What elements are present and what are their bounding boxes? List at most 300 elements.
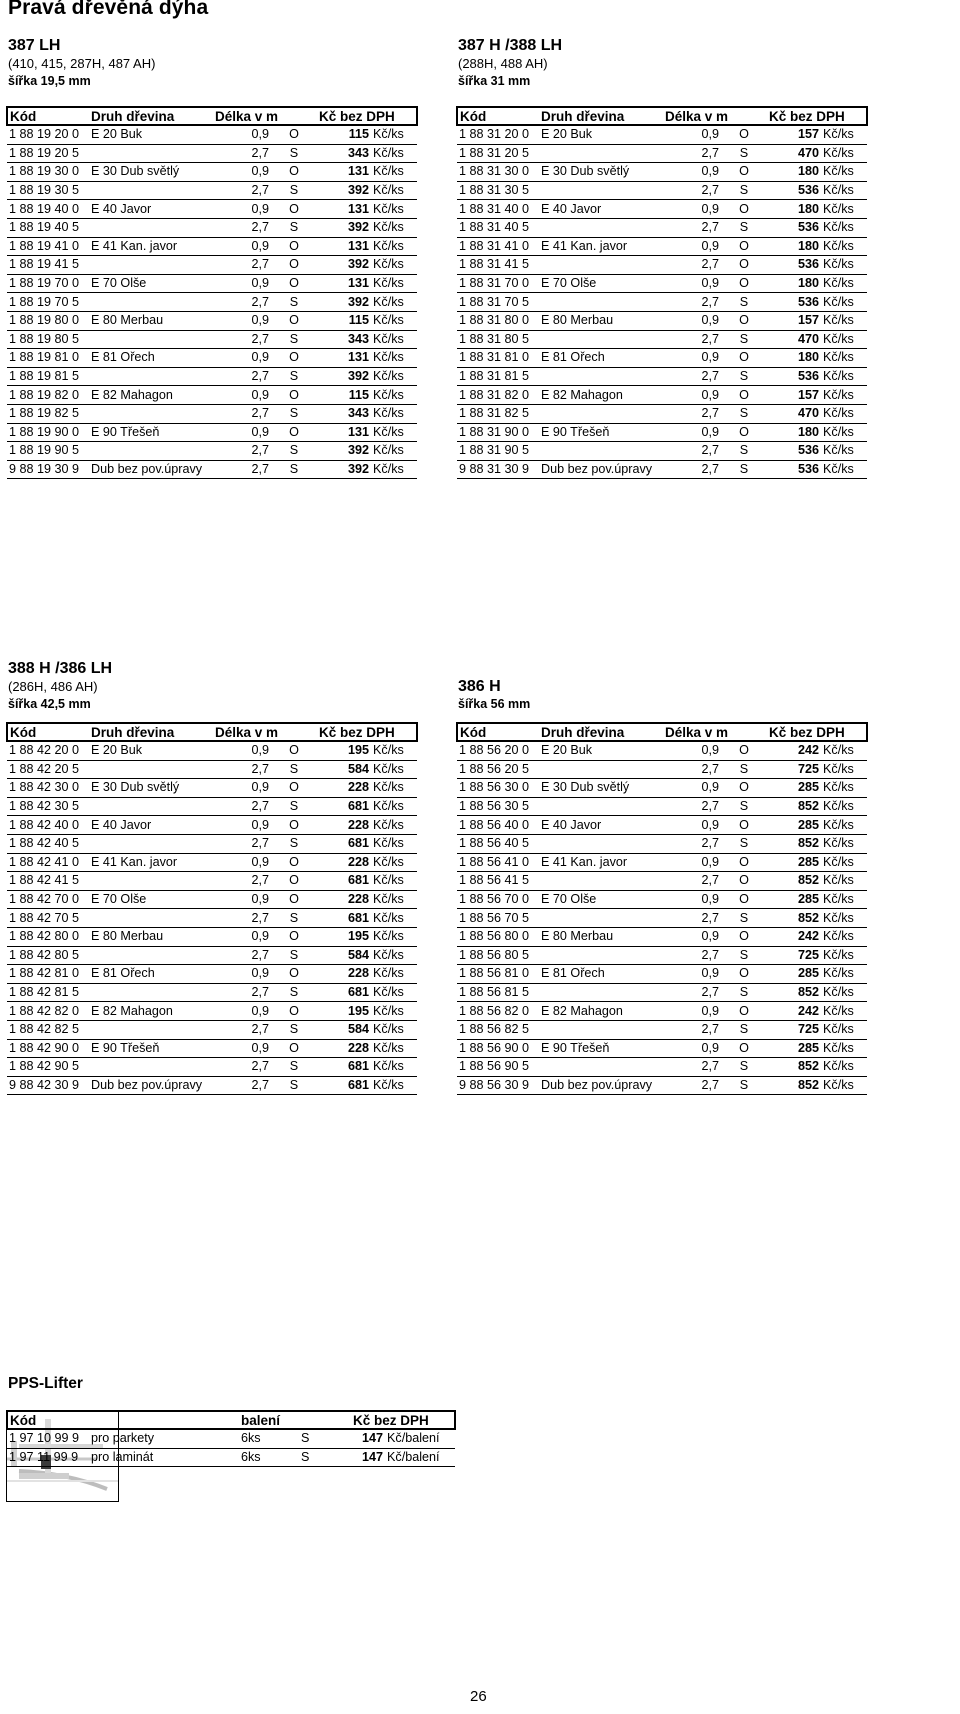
cell-length: 2,7 xyxy=(663,1020,721,1039)
cell-length: 2,7 xyxy=(213,1058,271,1077)
cell-code: 1 88 19 81 0 xyxy=(7,349,89,368)
cell-type: O xyxy=(271,163,317,182)
cell-unit: Kč/ks xyxy=(821,1039,867,1058)
cell-wood: E 41 Kan. javor xyxy=(89,237,213,256)
cell-code: 1 88 56 70 0 xyxy=(457,890,539,909)
cell-code: 9 88 31 30 9 xyxy=(457,460,539,479)
cell-length: 0,9 xyxy=(663,423,721,442)
header-price: Kč bez DPH xyxy=(767,107,867,125)
cell-price: 131 xyxy=(317,200,371,219)
cell-price: 392 xyxy=(317,460,371,479)
cell-price: 584 xyxy=(317,946,371,965)
cell-code: 1 88 42 82 5 xyxy=(7,1020,89,1039)
cell-unit: Kč/ks xyxy=(371,274,417,293)
cell-length: 2,7 xyxy=(663,460,721,479)
cell-desc: pro laminát xyxy=(89,1448,239,1467)
cell-code: 1 88 19 41 0 xyxy=(7,237,89,256)
cell-wood: E 30 Dub světlý xyxy=(89,779,213,798)
cell-unit: Kč/ks xyxy=(821,293,867,312)
table-row xyxy=(7,460,417,479)
cell-type: S xyxy=(271,797,317,816)
cell-unit: Kč/ks xyxy=(371,293,417,312)
cell-length: 0,9 xyxy=(213,853,271,872)
cell-price: 343 xyxy=(317,144,371,163)
table-row xyxy=(7,144,417,163)
cell-type: O xyxy=(271,965,317,984)
section-title: 387 H /388 LH xyxy=(458,37,563,54)
table-row xyxy=(7,890,417,909)
cell-price: 180 xyxy=(767,163,821,182)
cell-price: 157 xyxy=(767,386,821,405)
cell-price: 242 xyxy=(767,1002,821,1021)
cell-code: 1 88 42 30 0 xyxy=(7,779,89,798)
cell-length: 2,7 xyxy=(213,330,271,349)
cell-unit: Kč/ks xyxy=(371,311,417,330)
cell-price: 180 xyxy=(767,274,821,293)
cell-code: 1 88 42 40 5 xyxy=(7,834,89,853)
cell-unit: Kč/ks xyxy=(371,872,417,891)
cell-length: 2,7 xyxy=(663,760,721,779)
cell-price: 681 xyxy=(317,909,371,928)
cell-price: 681 xyxy=(317,1058,371,1077)
cell-wood xyxy=(89,834,213,853)
header-pack: balení xyxy=(239,1411,351,1429)
cell-type: O xyxy=(721,779,767,798)
cell-price: 852 xyxy=(767,872,821,891)
table-row xyxy=(457,349,867,368)
cell-wood xyxy=(89,404,213,423)
cell-unit: Kč/ks xyxy=(821,872,867,891)
table-row xyxy=(457,423,867,442)
cell-type: S xyxy=(271,946,317,965)
cell-type: O xyxy=(721,386,767,405)
cell-length: 0,9 xyxy=(663,200,721,219)
cell-length: 2,7 xyxy=(663,256,721,275)
cell-type: O xyxy=(271,237,317,256)
section-width: šířka 19,5 mm xyxy=(8,74,91,88)
cell-code: 1 88 19 82 5 xyxy=(7,404,89,423)
cell-price: 285 xyxy=(767,890,821,909)
cell-price: 131 xyxy=(317,237,371,256)
header-empty xyxy=(89,1411,239,1429)
cell-unit: Kč/ks xyxy=(821,349,867,368)
cell-type: O xyxy=(721,890,767,909)
table-row xyxy=(7,1448,455,1467)
table-row xyxy=(7,741,417,760)
cell-unit: Kč/ks xyxy=(821,330,867,349)
cell-type: S xyxy=(271,330,317,349)
cell-code: 1 97 11 99 9 xyxy=(7,1448,89,1467)
cell-type: O xyxy=(721,125,767,144)
cell-unit: Kč/ks xyxy=(821,946,867,965)
cell-price: 343 xyxy=(317,404,371,423)
cell-unit: Kč/ks xyxy=(821,927,867,946)
cell-code: 1 88 56 82 0 xyxy=(457,1002,539,1021)
cell-unit: Kč/ks xyxy=(821,237,867,256)
cell-length: 0,9 xyxy=(213,965,271,984)
cell-length: 0,9 xyxy=(213,890,271,909)
table-row xyxy=(457,965,867,984)
cell-wood xyxy=(539,1020,663,1039)
cell-unit: Kč/ks xyxy=(371,237,417,256)
cell-type: S xyxy=(721,1058,767,1077)
cell-unit: Kč/ks xyxy=(821,367,867,386)
cell-type: S xyxy=(271,983,317,1002)
cell-length: 2,7 xyxy=(663,330,721,349)
cell-unit: Kč/ks xyxy=(371,125,417,144)
cell-wood: E 90 Třešeň xyxy=(89,423,213,442)
cell-wood xyxy=(539,256,663,275)
cell-price: 852 xyxy=(767,983,821,1002)
cell-price: 852 xyxy=(767,1076,821,1095)
cell-length: 0,9 xyxy=(213,779,271,798)
cell-length: 2,7 xyxy=(213,834,271,853)
cell-wood: Dub bez pov.úpravy xyxy=(89,460,213,479)
cell-price: 180 xyxy=(767,423,821,442)
cell-unit: Kč/balení xyxy=(385,1448,455,1467)
cell-length: 0,9 xyxy=(213,200,271,219)
cell-type: O xyxy=(721,311,767,330)
cell-type: O xyxy=(271,890,317,909)
cell-price: 180 xyxy=(767,237,821,256)
cell-unit: Kč/ks xyxy=(821,779,867,798)
cell-price: 392 xyxy=(317,442,371,461)
cell-type: S xyxy=(721,442,767,461)
cell-code: 1 88 42 41 0 xyxy=(7,853,89,872)
cell-code: 1 88 56 20 0 xyxy=(457,741,539,760)
table-row xyxy=(7,349,417,368)
cell-wood xyxy=(89,367,213,386)
table-row xyxy=(457,853,867,872)
cell-length: 0,9 xyxy=(663,1039,721,1058)
cell-code: 1 88 31 41 5 xyxy=(457,256,539,275)
cell-code: 1 88 31 70 5 xyxy=(457,293,539,312)
cell-wood: E 82 Mahagon xyxy=(539,386,663,405)
cell-wood: E 81 Ořech xyxy=(89,965,213,984)
cell-length: 2,7 xyxy=(663,404,721,423)
cell-type: O xyxy=(271,1039,317,1058)
cell-type: S xyxy=(721,760,767,779)
cell-wood: E 40 Javor xyxy=(89,200,213,219)
cell-type: O xyxy=(271,349,317,368)
table-row xyxy=(7,330,417,349)
table-row xyxy=(7,293,417,312)
cell-length: 0,9 xyxy=(213,125,271,144)
table-row xyxy=(7,423,417,442)
cell-type: S xyxy=(721,797,767,816)
table-row xyxy=(7,834,417,853)
cell-unit: Kč/ks xyxy=(371,853,417,872)
cell-code: 1 88 56 82 5 xyxy=(457,1020,539,1039)
cell-type: S xyxy=(721,218,767,237)
cell-code: 1 88 31 90 0 xyxy=(457,423,539,442)
cell-wood xyxy=(89,797,213,816)
cell-code: 1 97 10 99 9 xyxy=(7,1429,89,1448)
cell-price: 228 xyxy=(317,853,371,872)
cell-unit: Kč/ks xyxy=(371,442,417,461)
cell-type: O xyxy=(721,853,767,872)
cell-length: 0,9 xyxy=(663,816,721,835)
header-price: Kč bez DPH xyxy=(351,1411,455,1429)
cell-type: O xyxy=(271,386,317,405)
cell-type: S xyxy=(721,460,767,479)
cell-pack: 6ks xyxy=(239,1448,299,1467)
cell-price: 392 xyxy=(317,256,371,275)
page-title: Pravá dřevěná dýha xyxy=(8,0,209,19)
cell-unit: Kč/ks xyxy=(371,890,417,909)
cell-price: 681 xyxy=(317,797,371,816)
table-row xyxy=(457,741,867,760)
cell-wood xyxy=(89,442,213,461)
cell-code: 1 88 42 80 5 xyxy=(7,946,89,965)
cell-price: 536 xyxy=(767,442,821,461)
cell-unit: Kč/ks xyxy=(821,1020,867,1039)
cell-wood xyxy=(539,909,663,928)
cell-length: 0,9 xyxy=(663,890,721,909)
table-row xyxy=(7,853,417,872)
cell-unit: Kč/ks xyxy=(821,404,867,423)
cell-type: S xyxy=(721,144,767,163)
cell-code: 1 88 19 30 0 xyxy=(7,163,89,182)
cell-code: 1 88 56 20 5 xyxy=(457,760,539,779)
cell-wood xyxy=(539,797,663,816)
cell-length: 0,9 xyxy=(663,779,721,798)
cell-code: 1 88 19 90 0 xyxy=(7,423,89,442)
cell-type: S xyxy=(721,404,767,423)
cell-price: 228 xyxy=(317,816,371,835)
cell-unit: Kč/ks xyxy=(821,1076,867,1095)
cell-code: 1 88 31 40 0 xyxy=(457,200,539,219)
cell-price: 470 xyxy=(767,404,821,423)
table-row xyxy=(7,1429,455,1448)
cell-wood: E 90 Třešeň xyxy=(539,1039,663,1058)
cell-price: 285 xyxy=(767,853,821,872)
cell-wood: E 90 Třešeň xyxy=(89,1039,213,1058)
cell-type: S xyxy=(721,1020,767,1039)
cell-wood: Dub bez pov.úpravy xyxy=(539,460,663,479)
cell-price: 195 xyxy=(317,927,371,946)
table-row xyxy=(7,237,417,256)
cell-wood xyxy=(539,983,663,1002)
cell-wood xyxy=(89,760,213,779)
cell-length: 2,7 xyxy=(663,1076,721,1095)
header-code: Kód xyxy=(7,1411,89,1429)
cell-type: O xyxy=(271,1002,317,1021)
section-subtitle: (410, 415, 287H, 487 AH) xyxy=(8,56,156,71)
table-row xyxy=(457,890,867,909)
cell-length: 2,7 xyxy=(663,442,721,461)
cell-price: 228 xyxy=(317,965,371,984)
table-row xyxy=(7,274,417,293)
cell-wood: E 70 Olše xyxy=(89,890,213,909)
cell-code: 1 88 31 41 0 xyxy=(457,237,539,256)
cell-price: 392 xyxy=(317,218,371,237)
cell-type: O xyxy=(271,256,317,275)
table-row xyxy=(457,1076,867,1095)
cell-code: 1 88 31 82 5 xyxy=(457,404,539,423)
cell-code: 1 88 19 70 5 xyxy=(7,293,89,312)
cell-price: 681 xyxy=(317,872,371,891)
price-table-387-lh xyxy=(6,106,418,479)
cell-length: 2,7 xyxy=(663,293,721,312)
cell-unit: Kč/ks xyxy=(821,181,867,200)
header-price: Kč bez DPH xyxy=(767,723,867,741)
cell-code: 1 88 31 30 5 xyxy=(457,181,539,200)
header-price: Kč bez DPH xyxy=(317,723,417,741)
cell-price: 536 xyxy=(767,256,821,275)
cell-price: 157 xyxy=(767,311,821,330)
cell-type: S xyxy=(721,834,767,853)
cell-unit: Kč/ks xyxy=(371,200,417,219)
header-wood: Druh dřevina xyxy=(89,107,213,125)
cell-wood xyxy=(539,760,663,779)
table-row xyxy=(7,181,417,200)
section-width: šířka 42,5 mm xyxy=(8,697,91,711)
cell-wood: E 81 Ořech xyxy=(539,349,663,368)
cell-unit: Kč/ks xyxy=(371,386,417,405)
table-row xyxy=(457,460,867,479)
table-row xyxy=(457,816,867,835)
cell-type: O xyxy=(721,237,767,256)
cell-wood xyxy=(539,834,663,853)
cell-price: 852 xyxy=(767,797,821,816)
cell-code: 1 88 42 90 0 xyxy=(7,1039,89,1058)
cell-code: 1 88 42 41 5 xyxy=(7,872,89,891)
cell-code: 1 88 42 20 5 xyxy=(7,760,89,779)
cell-length: 2,7 xyxy=(213,460,271,479)
price-table-387-h-388-lh xyxy=(456,106,868,479)
cell-wood xyxy=(89,946,213,965)
table-row xyxy=(7,909,417,928)
cell-unit: Kč/ks xyxy=(371,760,417,779)
cell-unit: Kč/ks xyxy=(371,144,417,163)
cell-type: S xyxy=(721,293,767,312)
table-row xyxy=(7,163,417,182)
header-code: Kód xyxy=(457,107,539,125)
header-length: Délka v m xyxy=(213,107,317,125)
header-price: Kč bez DPH xyxy=(317,107,417,125)
cell-code: 1 88 31 30 0 xyxy=(457,163,539,182)
cell-unit: Kč/ks xyxy=(821,797,867,816)
section-header-387-lh xyxy=(8,36,462,90)
cell-code: 1 88 31 81 5 xyxy=(457,367,539,386)
cell-code: 1 88 42 90 5 xyxy=(7,1058,89,1077)
header-wood: Druh dřevina xyxy=(539,723,663,741)
table-row xyxy=(457,834,867,853)
table-row xyxy=(457,293,867,312)
cell-type: O xyxy=(721,274,767,293)
cell-code: 1 88 31 81 0 xyxy=(457,349,539,368)
cell-unit: Kč/ks xyxy=(371,404,417,423)
cell-length: 2,7 xyxy=(213,872,271,891)
cell-code: 1 88 42 70 5 xyxy=(7,909,89,928)
cell-unit: Kč/ks xyxy=(821,386,867,405)
cell-length: 0,9 xyxy=(663,965,721,984)
cell-code: 1 88 19 30 5 xyxy=(7,181,89,200)
cell-code: 1 88 56 80 5 xyxy=(457,946,539,965)
cell-type: S xyxy=(271,834,317,853)
cell-length: 0,9 xyxy=(213,1039,271,1058)
cell-length: 0,9 xyxy=(213,237,271,256)
cell-price: 392 xyxy=(317,293,371,312)
cell-wood: E 20 Buk xyxy=(89,125,213,144)
cell-wood: E 80 Merbau xyxy=(89,311,213,330)
cell-code: 9 88 19 30 9 xyxy=(7,460,89,479)
cell-type: S xyxy=(721,330,767,349)
cell-price: 392 xyxy=(317,367,371,386)
cell-wood: E 41 Kan. javor xyxy=(539,237,663,256)
cell-type: O xyxy=(271,200,317,219)
table-row xyxy=(457,760,867,779)
cell-wood: E 80 Merbau xyxy=(539,311,663,330)
cell-unit: Kč/ks xyxy=(371,1058,417,1077)
cell-wood xyxy=(89,181,213,200)
cell-code: 1 88 56 30 5 xyxy=(457,797,539,816)
cell-code: 1 88 56 90 5 xyxy=(457,1058,539,1077)
cell-price: 131 xyxy=(317,349,371,368)
cell-unit: Kč/ks xyxy=(371,218,417,237)
cell-code: 1 88 56 70 5 xyxy=(457,909,539,928)
cell-wood xyxy=(539,872,663,891)
table-row xyxy=(457,218,867,237)
cell-type: O xyxy=(721,349,767,368)
cell-type: O xyxy=(271,741,317,760)
cell-unit: Kč/ks xyxy=(371,1002,417,1021)
cell-type: O xyxy=(271,311,317,330)
cell-price: 285 xyxy=(767,779,821,798)
table-row xyxy=(457,946,867,965)
cell-price: 536 xyxy=(767,367,821,386)
cell-length: 0,9 xyxy=(213,349,271,368)
cell-code: 1 88 31 20 0 xyxy=(457,125,539,144)
cell-code: 1 88 56 41 0 xyxy=(457,853,539,872)
cell-type: O xyxy=(721,741,767,760)
table-row xyxy=(457,200,867,219)
cell-unit: Kč/ks xyxy=(821,965,867,984)
table-row xyxy=(457,1002,867,1021)
cell-wood: E 20 Buk xyxy=(89,741,213,760)
cell-type: S xyxy=(299,1429,351,1448)
cell-type: O xyxy=(271,927,317,946)
cell-type: S xyxy=(271,760,317,779)
cell-wood xyxy=(89,1020,213,1039)
cell-wood xyxy=(539,144,663,163)
cell-price: 285 xyxy=(767,1039,821,1058)
cell-price: 195 xyxy=(317,741,371,760)
cell-type: O xyxy=(721,1039,767,1058)
cell-unit: Kč/ks xyxy=(371,1076,417,1095)
table-row xyxy=(7,218,417,237)
cell-unit: Kč/ks xyxy=(371,367,417,386)
cell-length: 0,9 xyxy=(663,237,721,256)
cell-code: 1 88 31 80 5 xyxy=(457,330,539,349)
cell-wood: E 81 Ořech xyxy=(89,349,213,368)
table-row xyxy=(7,872,417,891)
cell-wood xyxy=(539,293,663,312)
cell-price: 180 xyxy=(767,349,821,368)
cell-wood: E 81 Ořech xyxy=(539,965,663,984)
cell-wood: E 80 Merbau xyxy=(89,927,213,946)
cell-wood xyxy=(89,218,213,237)
cell-length: 0,9 xyxy=(663,274,721,293)
cell-unit: Kč/ks xyxy=(821,853,867,872)
cell-length: 0,9 xyxy=(213,927,271,946)
cell-wood xyxy=(539,946,663,965)
cell-unit: Kč/ks xyxy=(371,741,417,760)
section-subtitle: (288H, 488 AH) xyxy=(458,56,548,71)
table-row xyxy=(457,386,867,405)
table-row xyxy=(457,311,867,330)
